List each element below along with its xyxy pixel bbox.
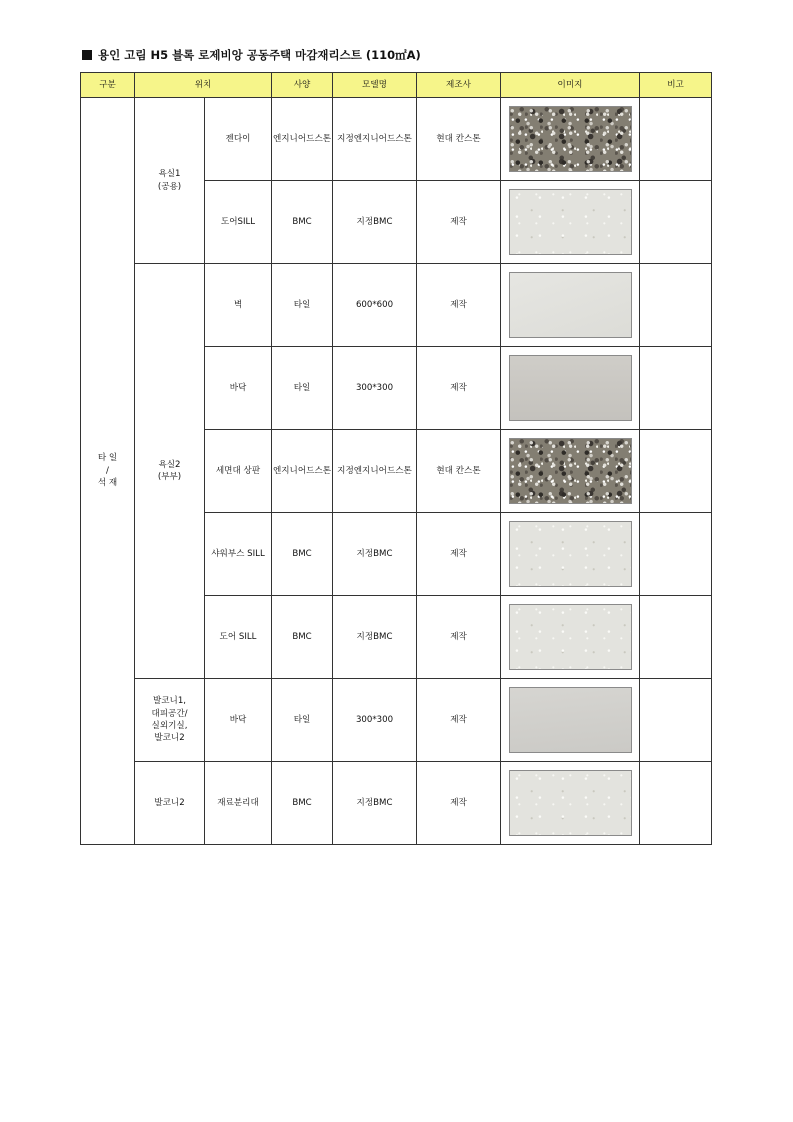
maker-cell: 제작 bbox=[417, 762, 501, 845]
header-model: 모델명 bbox=[333, 73, 417, 98]
group-cell-bath1 bbox=[135, 98, 205, 264]
note-cell bbox=[640, 98, 712, 181]
image-cell bbox=[501, 347, 640, 430]
location-cell: 바닥 bbox=[205, 679, 272, 762]
location-cell: 도어SILL bbox=[205, 181, 272, 264]
engineered-stone-swatch bbox=[509, 438, 632, 504]
table-row bbox=[81, 264, 712, 347]
spec-cell: 타일 bbox=[272, 679, 333, 762]
group-line: (부부) bbox=[157, 472, 182, 482]
header-maker: 제조사 bbox=[417, 73, 501, 98]
note-cell bbox=[640, 181, 712, 264]
table-row bbox=[81, 679, 712, 762]
model-cell: 600*600 bbox=[333, 264, 417, 347]
group-line: 발코니1, bbox=[152, 696, 187, 707]
location-cell: 도어 SILL bbox=[205, 596, 272, 679]
header-location: 위치 bbox=[135, 73, 272, 98]
document-title-text: 용인 고림 H5 블록 로제비앙 공동주택 마감재리스트 (110㎡A) bbox=[98, 48, 421, 62]
note-cell bbox=[640, 762, 712, 845]
image-cell bbox=[501, 98, 640, 181]
group-line: 실외기실, bbox=[151, 721, 188, 731]
group-line: (공용) bbox=[157, 181, 182, 192]
model-cell: 지정BMC bbox=[333, 596, 417, 679]
maker-cell: 제작 bbox=[417, 264, 501, 347]
spec-cell: BMC bbox=[272, 513, 333, 596]
group-line: 발코니2 bbox=[154, 797, 185, 808]
spec-cell: 엔지니어드스톤 bbox=[272, 98, 333, 181]
image-cell bbox=[501, 513, 640, 596]
spec-cell: BMC bbox=[272, 596, 333, 679]
category-line: 석 재 bbox=[97, 478, 118, 489]
wall-tile-swatch bbox=[509, 272, 632, 338]
header-spec: 사양 bbox=[272, 73, 333, 98]
bmc-swatch bbox=[509, 521, 632, 587]
model-cell: 지정엔지니어드스톤 bbox=[333, 98, 417, 181]
image-cell bbox=[501, 679, 640, 762]
category-line: 타 일 bbox=[97, 453, 118, 464]
model-cell: 지정BMC bbox=[333, 181, 417, 264]
note-cell bbox=[640, 596, 712, 679]
note-cell bbox=[640, 513, 712, 596]
header-gubun: 구분 bbox=[81, 73, 135, 98]
group-line: 욕실1 bbox=[158, 169, 181, 180]
floor-tile-swatch bbox=[509, 355, 632, 421]
note-cell bbox=[640, 347, 712, 430]
image-cell bbox=[501, 430, 640, 513]
spec-cell: 타일 bbox=[272, 264, 333, 347]
bmc-swatch bbox=[509, 604, 632, 670]
model-cell: 300*300 bbox=[333, 679, 417, 762]
square-bullet-icon bbox=[82, 50, 92, 60]
model-cell: 300*300 bbox=[333, 347, 417, 430]
group-cell-balcony2 bbox=[135, 762, 205, 845]
model-cell: 지정엔지니어드스톤 bbox=[333, 430, 417, 513]
table-row bbox=[81, 762, 712, 845]
bmc-swatch bbox=[509, 189, 632, 255]
image-cell bbox=[501, 181, 640, 264]
header-image: 이미지 bbox=[501, 73, 640, 98]
note-cell bbox=[640, 430, 712, 513]
spec-cell: 타일 bbox=[272, 347, 333, 430]
bmc-swatch bbox=[509, 770, 632, 836]
group-line: 발코니2 bbox=[154, 733, 185, 744]
header-note: 비고 bbox=[640, 73, 712, 98]
category-cell bbox=[81, 98, 135, 845]
model-cell: 지정BMC bbox=[333, 762, 417, 845]
note-cell bbox=[640, 264, 712, 347]
document-title bbox=[82, 47, 421, 63]
image-cell bbox=[501, 762, 640, 845]
table-row bbox=[81, 98, 712, 181]
maker-cell: 제작 bbox=[417, 181, 501, 264]
table-header-row bbox=[81, 73, 712, 98]
spec-cell: BMC bbox=[272, 762, 333, 845]
engineered-stone-swatch bbox=[509, 106, 632, 172]
image-cell bbox=[501, 596, 640, 679]
location-cell: 세면대 상판 bbox=[205, 430, 272, 513]
category-line: / bbox=[106, 465, 109, 476]
maker-cell: 제작 bbox=[417, 513, 501, 596]
spec-cell: BMC bbox=[272, 181, 333, 264]
group-cell-balcony1 bbox=[135, 679, 205, 762]
image-cell bbox=[501, 264, 640, 347]
maker-cell: 제작 bbox=[417, 679, 501, 762]
group-cell-bath2 bbox=[135, 264, 205, 679]
location-cell: 벽 bbox=[205, 264, 272, 347]
maker-cell: 현대 칸스톤 bbox=[417, 98, 501, 181]
spec-cell: 엔지니어드스톤 bbox=[272, 430, 333, 513]
group-line: 욕실2 bbox=[158, 459, 181, 470]
location-cell: 젠다이 bbox=[205, 98, 272, 181]
maker-cell: 제작 bbox=[417, 347, 501, 430]
location-cell: 재료분리대 bbox=[205, 762, 272, 845]
group-line: 대피공간/ bbox=[151, 708, 188, 719]
floor-tile-swatch bbox=[509, 687, 632, 753]
location-cell: 바닥 bbox=[205, 347, 272, 430]
location-cell: 샤워부스 SILL bbox=[205, 513, 272, 596]
maker-cell: 현대 칸스톤 bbox=[417, 430, 501, 513]
maker-cell: 제작 bbox=[417, 596, 501, 679]
model-cell: 지정BMC bbox=[333, 513, 417, 596]
note-cell bbox=[640, 679, 712, 762]
finish-material-table bbox=[80, 72, 712, 845]
